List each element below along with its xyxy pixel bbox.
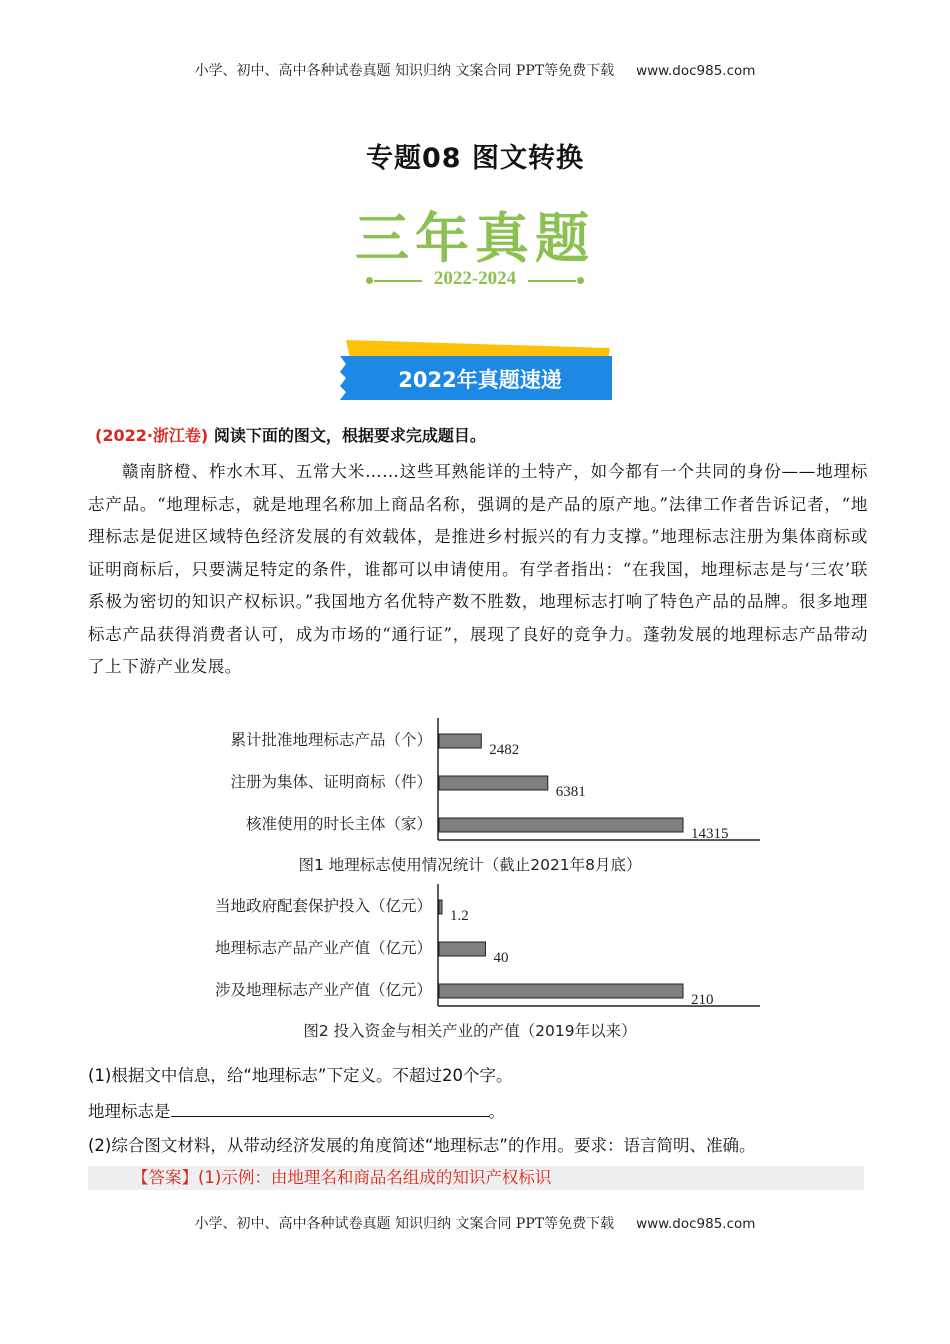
category-label: 注册为集体、证明商标（件） xyxy=(230,773,432,791)
question-1: (1)根据文中信息，给“地理标志”下定义。不超过20个字。 xyxy=(88,1066,513,1085)
page-title: 专题08 图文转换 xyxy=(366,143,584,174)
question-source: (2022·浙江卷) xyxy=(95,426,209,445)
passage: 赣南脐橙、柞水木耳、五常大米……这些耳熟能详的土特产，如今都有一个共同的身份——地理标志产品。“地理标志，就是地理名称加上商品名称，强调的是产品的原产地。”法律工作者告诉记者，“地理标志是促进区域特色经济发展的有效载体，是推进乡村振兴的有力支撑。”地理标志注册为集体商标或证明商标后，只要满足特定的条件，谁都可以申请使用。有学者指出：“在我国，地理标志是与‘三农’联系极为密切的知识产权标识。”我国地方名优特产数不胜数，地理标志打响了特色产品的品牌。很多地理标志产品获得消费者认可，成为市场的“通行证”，展现了良好的竞争力。蓬勃发展的地理标志产品带动了上下游产业发展。 xyxy=(88,462,868,676)
blank-suffix: 。 xyxy=(488,1102,505,1121)
header-text: 小学、初中、高中各种试卷真题 知识归纳 文案合同 PPT等免费下载 xyxy=(194,63,615,79)
chart-title: 图2 投入资金与相关产业的产值（2019年以来） xyxy=(303,1022,637,1040)
footer-url[interactable]: www.doc985.com xyxy=(636,1216,756,1232)
bar xyxy=(439,984,683,998)
category-label: 涉及地理标志产业产值（亿元） xyxy=(214,981,432,999)
question-2: (2)综合图文材料，从带动经济发展的角度简述“地理标志”的作用。要求：语言简明、准确。 xyxy=(88,1136,756,1155)
header-url[interactable]: www.doc985.com xyxy=(636,63,756,79)
big-title: 三年真题 xyxy=(355,207,595,270)
question-intro: 阅读下面的图文，根据要求完成题目。 xyxy=(213,426,486,445)
footer-text: 小学、初中、高中各种试卷真题 知识归纳 文案合同 PPT等免费下载 xyxy=(194,1216,615,1232)
value-label: 40 xyxy=(493,950,509,966)
category-label: 核准使用的时长主体（家） xyxy=(245,815,432,833)
value-label: 210 xyxy=(691,992,714,1008)
years-text: 2022-2024 xyxy=(433,268,517,289)
question-1-blank-line xyxy=(88,1098,505,1122)
value-label: 14315 xyxy=(691,826,729,842)
bar xyxy=(439,818,683,832)
page-footer xyxy=(0,1213,950,1233)
answer-blank[interactable] xyxy=(171,1102,489,1117)
value-label: 2482 xyxy=(489,742,520,758)
category-label: 当地政府配套保护投入（亿元） xyxy=(214,897,432,915)
value-label: 6381 xyxy=(555,784,586,800)
page-header xyxy=(0,60,950,80)
section-banner xyxy=(340,338,616,402)
value-label: 1.2 xyxy=(450,908,469,924)
chart-1 xyxy=(180,718,780,880)
answer-line: 【答案】(1)示例：由地理名和商品名组成的知识产权标识 xyxy=(88,1166,864,1190)
category-label: 累计批准地理标志产品（个） xyxy=(230,731,432,749)
banner-text: 2022年真题速递 xyxy=(398,368,562,392)
blank-prefix: 地理标志是 xyxy=(88,1102,171,1121)
chart-title: 图1 地理标志使用情况统计（截止2021年8月底） xyxy=(298,856,642,874)
bar xyxy=(439,942,485,956)
question-heading xyxy=(95,423,486,446)
chart-2 xyxy=(180,884,780,1046)
years-badge xyxy=(366,266,584,296)
bar xyxy=(439,776,548,790)
bar xyxy=(439,734,481,748)
bar xyxy=(439,900,442,914)
category-label: 地理标志产品产业产值（亿元） xyxy=(214,939,432,957)
